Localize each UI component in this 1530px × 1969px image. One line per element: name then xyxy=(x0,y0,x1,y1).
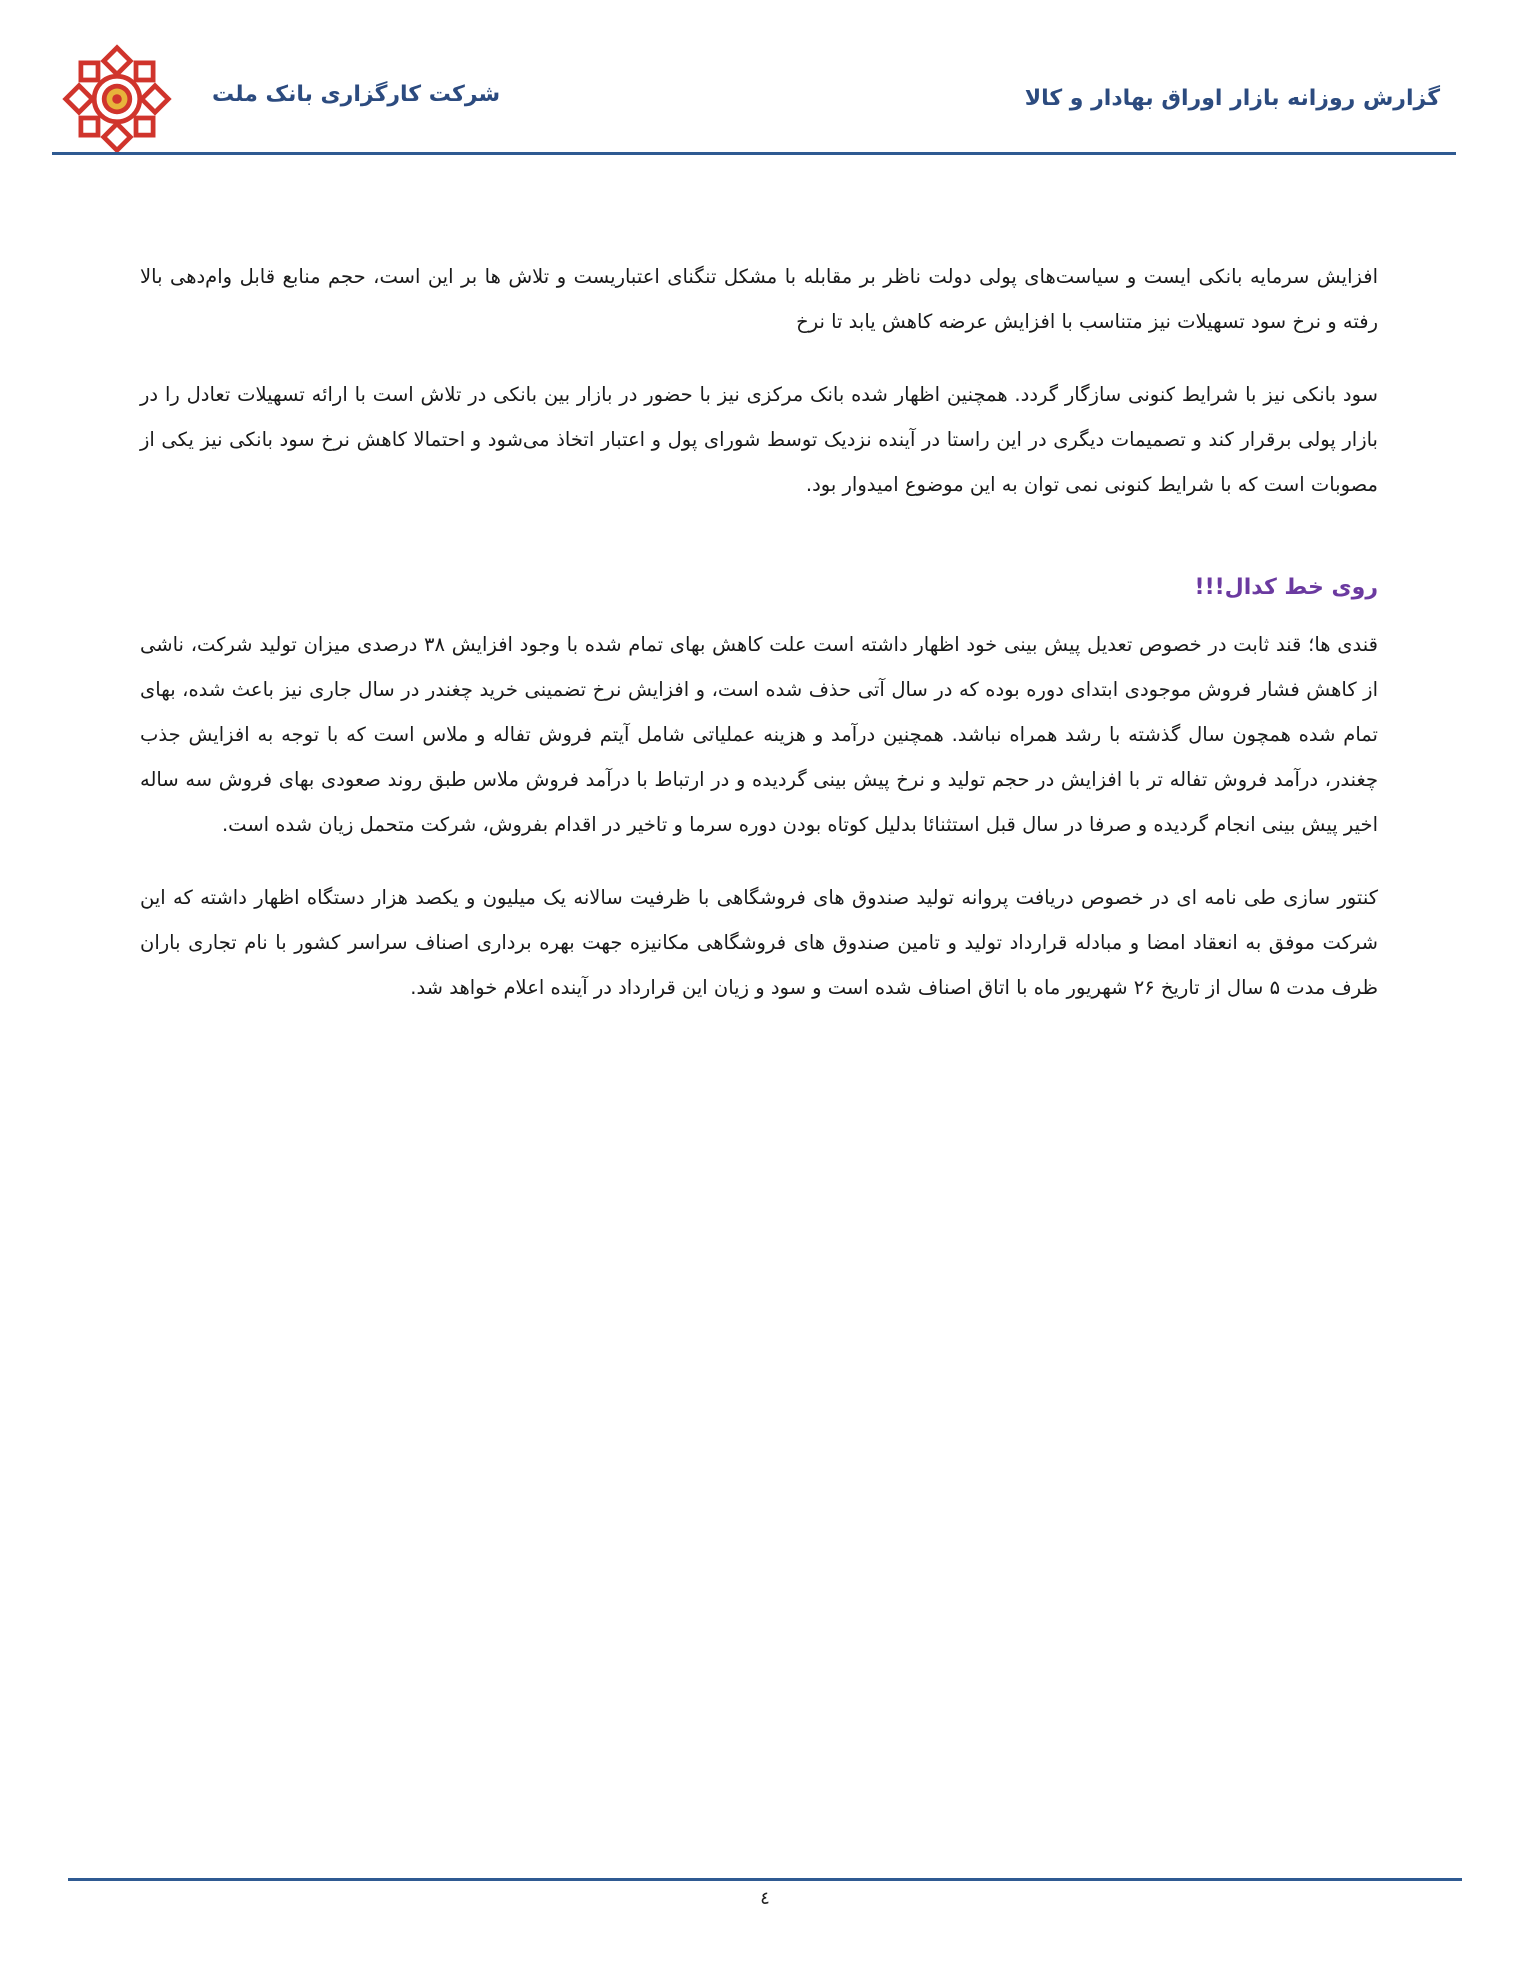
footer-divider xyxy=(68,1878,1462,1881)
main-content xyxy=(140,254,1378,1038)
bank-mellat-logo-icon xyxy=(60,42,174,156)
body-paragraph: کنتور سازی طی نامه ای در خصوص دریافت پروانه تولید صندوق های فروشگاهی با ظرفیت سالانه یک میلیون و یکصد هزار دستگاه اظهار داشته که این شرکت موفق به انعقاد امضا و مبادله قرارداد تولید و تامین صندوق های فروشگاهی مکانیزه جهت بهره برداری اصناف سراسر کشور با نام تجاری باران ظرف مدت ۵ سال از تاریخ ۲۶ شهریور ماه با اتاق اصناف شده است و سود و زیان این قرارداد در آینده اعلام خواهد شد. xyxy=(140,886,1378,999)
section-heading: روی خط کدال!!! xyxy=(1194,575,1378,600)
page-number: ٤ xyxy=(760,1888,770,1909)
body-paragraph: قندی ها؛ قند ثابت در خصوص تعدیل پیش بینی خود اظهار داشته است علت کاهش بهای تمام شده با وجود افزایش ۳۸ درصدی میزان تولید شرکت، ناشی از کاهش فشار فروش موجودی ابتدای دوره بوده که در سال آتی حذف شده است، و افزایش نرخ تضمینی خرید چغندر در سال جاری نیز باعث شده، بهای تمام شده همچون سال گذشته با رشد همراه نباشد. همچنین درآمد و هزینه عملیاتی شامل آیتم فروش تفاله و ملاس است که با توجه به افزایش جذب چغندر، درآمد فروش تفاله تر با افزایش در حجم تولید و نرخ پیش بینی گردیده و در ارتباط با درآمد فروش ملاس طبق روند صعودی بهای فروش سه ساله اخیر پیش بینی انجام گردیده و صرفا در سال قبل استثنائا بدلیل کوتاه بودن دوره سرما و تاخیر در اقدام بفروش، شرکت متحمل زیان شده است. xyxy=(140,633,1378,836)
report-title: گزارش روزانه بازار اوراق بهادار و کالا xyxy=(1024,86,1440,111)
company-name: شرکت کارگزاری بانک ملت xyxy=(212,82,501,107)
body-paragraph: سود بانکی نیز با شرایط کنونی سازگار گردد. همچنین اظهار شده بانک مرکزی نیز با حضور در بازار بین بانکی در تلاش است با ارائه تسهیلات تعادل را در بازار پولی برقرار کند و تصمیمات دیگری در این راستا در آینده نزدیک توسط شورای پول و اعتبار اتخاذ می‌شود و احتمالا کاهش نرخ سود بانکی نیز یکی از مصوبات است که با شرایط کنونی نمی توان به این موضوع امیدوار بود. xyxy=(140,383,1378,496)
header-divider xyxy=(52,152,1456,155)
page-header xyxy=(0,0,1530,160)
body-paragraph: افزایش سرمایه بانکی ایست و سیاست‌های پولی دولت ناظر بر مقابله با مشکل تنگنای اعتباریست و تلاش ها بر این است، حجم منابع قابل وام‌دهی بالا رفته و نرخ سود تسهیلات نیز متناسب با افزایش عرضه کاهش یابد تا نرخ xyxy=(140,265,1378,333)
